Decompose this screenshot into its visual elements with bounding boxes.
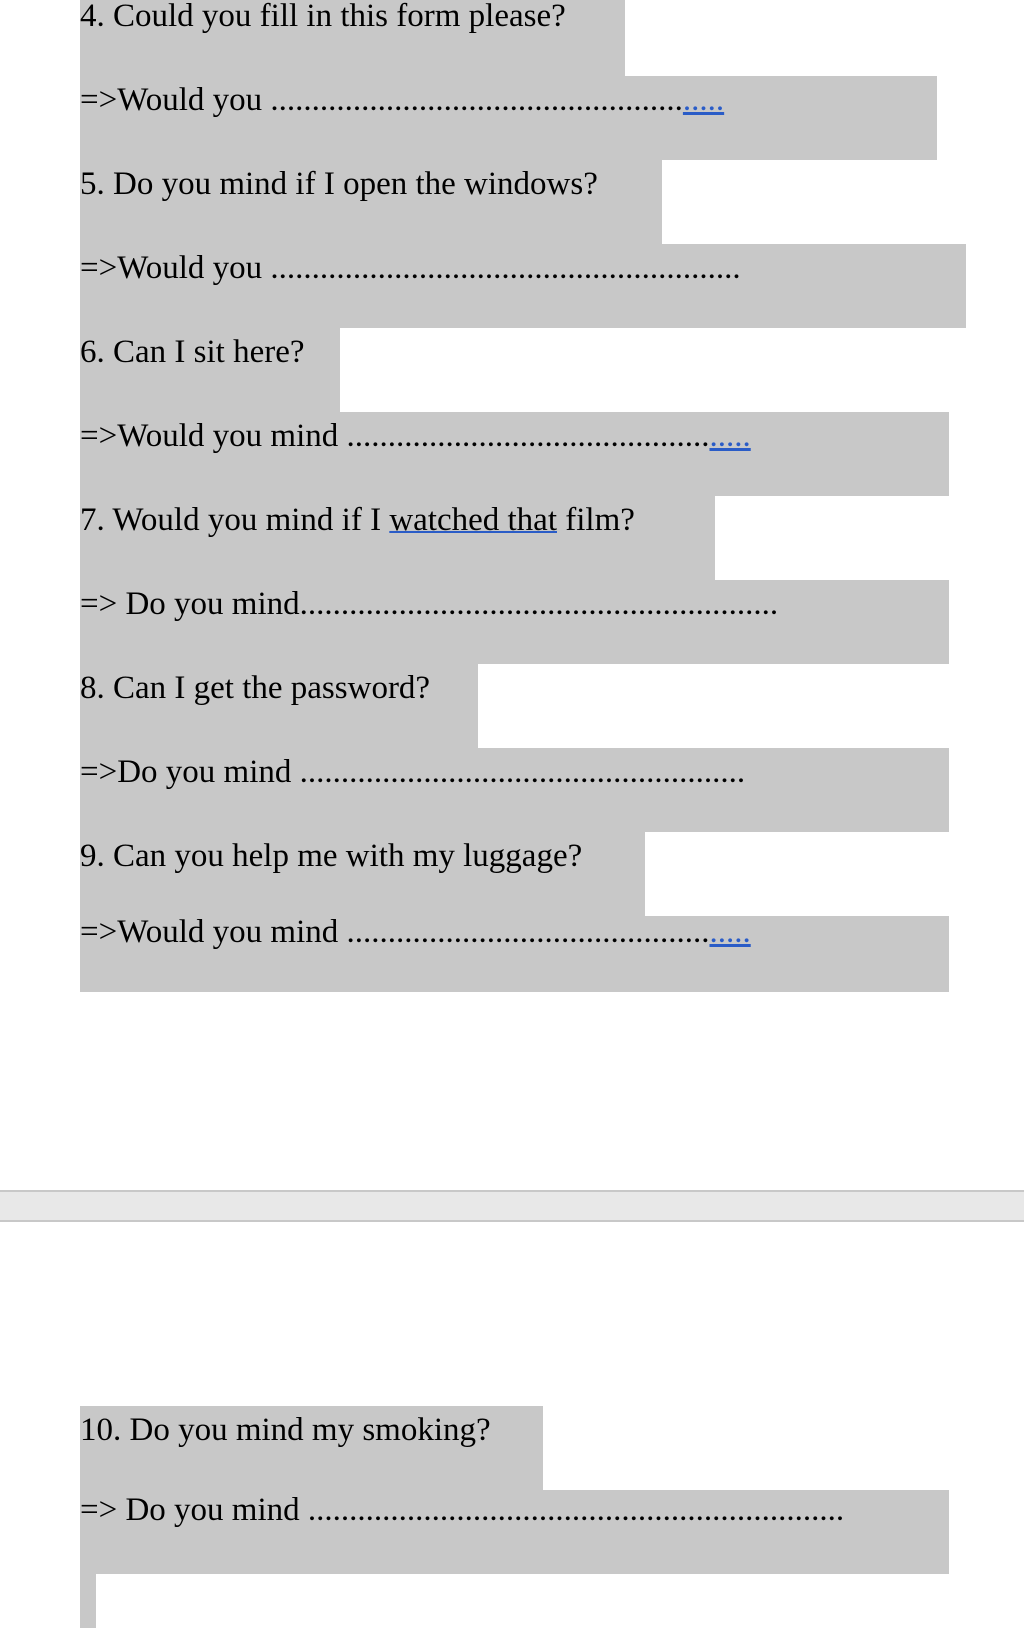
answer-5-prefix: =>Would you	[80, 250, 271, 286]
answer-6	[80, 412, 949, 496]
answer-4	[80, 76, 937, 160]
question-6-text: 6. Can I sit here?	[80, 334, 305, 370]
answer-10	[80, 1490, 949, 1574]
question-7-underlined: watched that	[389, 502, 557, 538]
answer-8-prefix: =>Do you mind	[80, 754, 300, 790]
question-8	[80, 664, 478, 748]
selection-trail	[80, 1573, 96, 1628]
question-9	[80, 832, 645, 916]
question-4	[80, 0, 625, 76]
answer-8-dots: ......................................................	[299, 754, 746, 790]
answer-7	[80, 580, 949, 664]
question-10-text: 10. Do you mind my smoking?	[80, 1412, 491, 1448]
question-4-text: 4. Could you fill in this form please?	[80, 0, 566, 34]
answer-4-link-dots[interactable]: .....	[682, 82, 725, 118]
answer-5-dots: .........................................................	[270, 250, 741, 286]
document-page-2	[0, 1222, 1024, 1628]
page-break	[0, 1190, 1024, 1222]
question-7	[80, 496, 715, 580]
question-7-before: 7. Would you mind if I	[80, 502, 390, 538]
answer-4-prefix: =>Would you	[80, 82, 271, 118]
answer-9-prefix: =>Would you mind	[80, 914, 347, 950]
answer-10-prefix: => Do you mind	[80, 1492, 308, 1528]
question-10	[80, 1406, 543, 1490]
answer-7-prefix: => Do you mind	[80, 586, 300, 622]
question-5	[80, 160, 662, 244]
question-7-after: film?	[557, 502, 635, 538]
answer-9-dots: ............................................	[346, 914, 710, 950]
question-6	[80, 328, 340, 412]
answer-6-dots: ............................................	[346, 418, 710, 454]
question-8-text: 8. Can I get the password?	[80, 670, 431, 706]
answer-7-dots: ..........................................................	[299, 586, 779, 622]
question-5-text: 5. Do you mind if I open the windows?	[80, 166, 598, 202]
answer-6-link-dots[interactable]: .....	[709, 418, 751, 454]
answer-10-dots: .................................................................	[307, 1492, 845, 1528]
answer-9-link-dots[interactable]: .....	[709, 914, 751, 950]
answer-5	[80, 244, 966, 328]
answer-4-dots: ..................................................	[270, 82, 683, 118]
question-9-text: 9. Can you help me with my luggage?	[80, 838, 583, 874]
answer-8	[80, 748, 949, 832]
answer-6-prefix: =>Would you mind	[80, 418, 347, 454]
answer-9	[80, 916, 949, 992]
